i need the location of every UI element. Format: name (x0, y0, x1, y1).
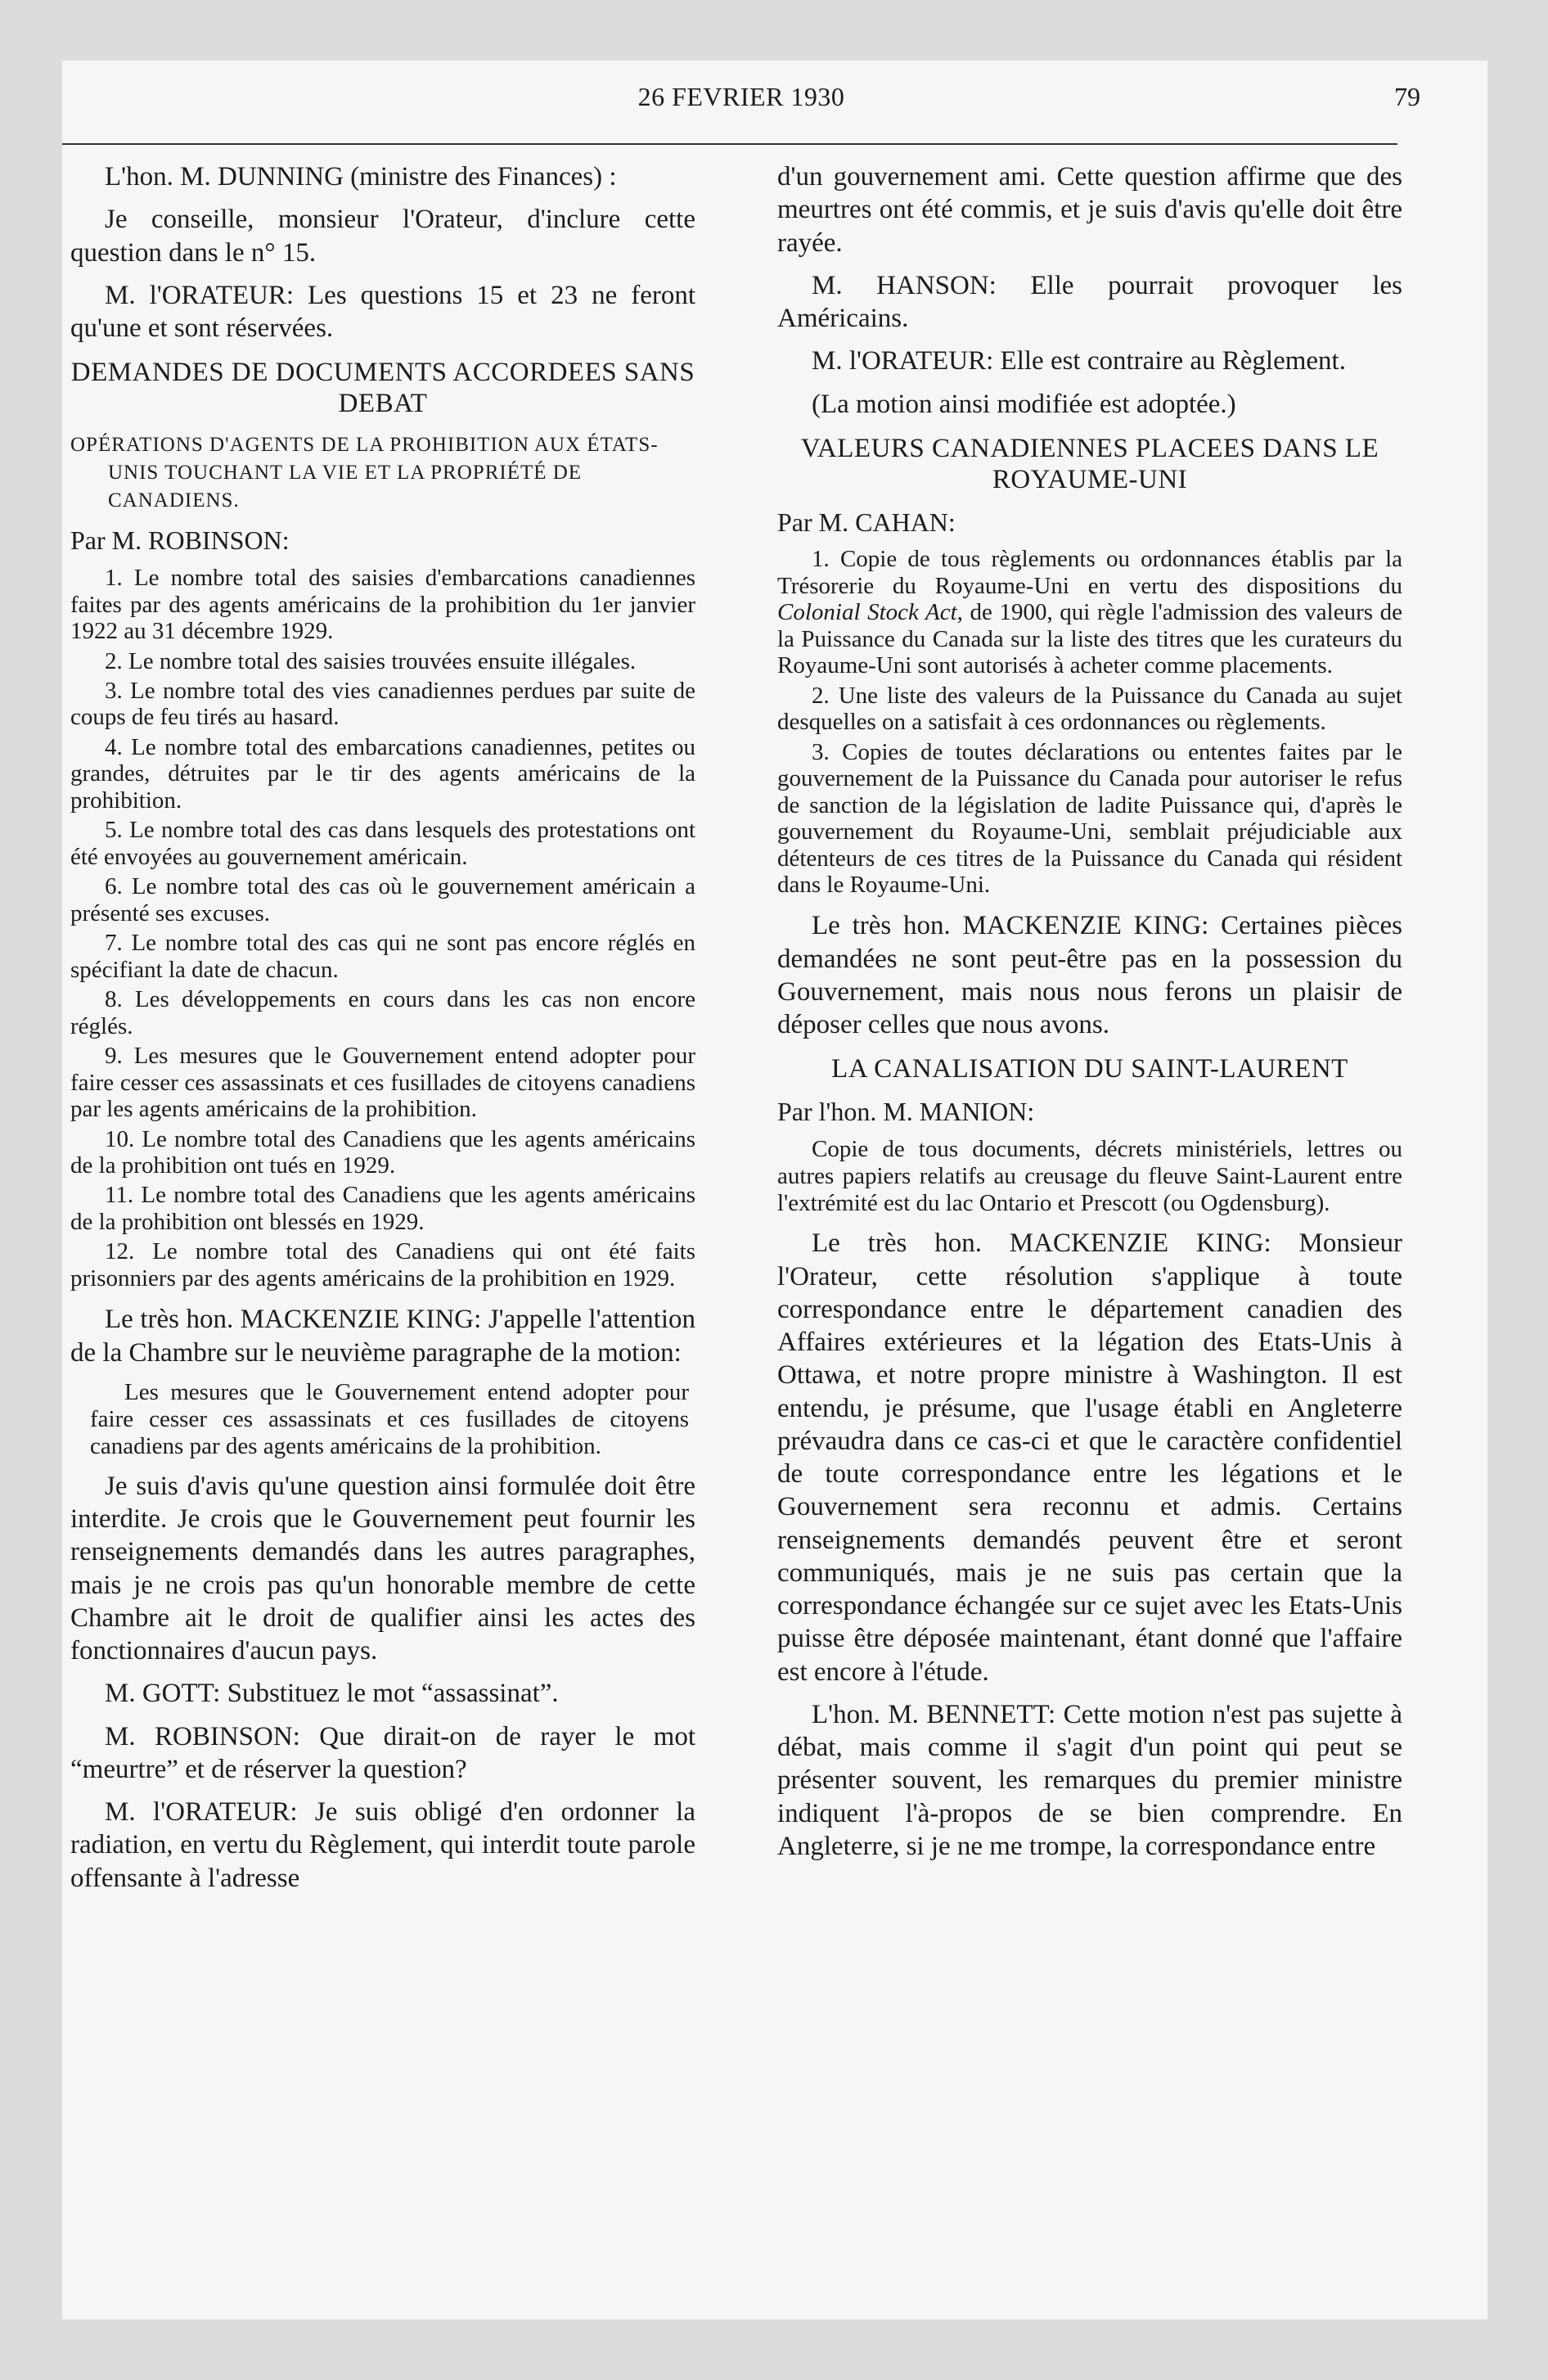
list-item: 6. Le nombre total des cas où le gouvernement américain a présenté ses excuses. (70, 873, 695, 926)
list-item (777, 546, 1402, 678)
header-rule (62, 143, 1397, 145)
list-item: 8. Les développements en cours dans les cas non encore réglés. (70, 986, 695, 1039)
speech-orateur: M. l'ORATEUR: Les questions 15 et 23 ne feront qu'une et sont réservées. (70, 280, 695, 343)
list-item: 2. Le nombre total des saisies trouvées ensuite illégales. (105, 647, 637, 674)
list-item: 9. Les mesures que le Gouvernement entend adopter pour faire cesser ces assassinats et ces fusillades de citoyens canadiens par les agents américains de la prohibition. (70, 1043, 695, 1123)
list-item: 4. Le nombre total des embarcations canadiennes, petites ou grandes, détruites par le tir des agents américains de la prohibition. (70, 733, 695, 814)
list-item: 2. Une liste des valeurs de la Puissance du Canada au sujet desquelles on a satisfait à ces ordonnances ou règlements. (777, 682, 1402, 736)
speech-robinson: M. ROBINSON: Que dirait-on de rayer le mot “meurtre” et de réserver la question? (70, 1721, 695, 1784)
speech-dunning-text: Je conseille, monsieur l'Orateur, d'inclure cette question dans le n° 15. (70, 205, 695, 268)
speech-continued: d'un gouvernement ami. Cette question affirme que des meurtres ont été commis, et je suis d'avis qu'elle doit être rayée. (777, 162, 1402, 258)
list-item: 7. Le nombre total des cas qui ne sont pas encore réglés en spécifiant la date de chacun. (70, 930, 695, 983)
list-item: 3. Copies de toutes déclarations ou ententes faites par le gouvernement de la Puissance du Canada pour autoriser le refus de sanction de la législation de ladite Puissance qui, d'après le gouvernement du Royaume-Uni, semblait préjudiciable aux détenteurs de ces titres de la Puissance du Canada qui résident dans le Royaume-Uni. (777, 738, 1402, 898)
left-column (70, 160, 695, 1904)
mover-cahan: Par M. CAHAN: (777, 507, 956, 537)
item-text: 1. Copie de tous règlements ou ordonnances établis par la Trésorerie du Royaume-Uni en vertu des dispositions du (777, 546, 1402, 599)
list-item: 1. Le nombre total des saisies d'embarcations canadiennes faites par des agents américains de la prohibition du 1er janvier 1922 au 31 décembre 1929. (70, 565, 695, 645)
speech-mackenzie-king: Le très hon. MACKENZIE KING: J'appelle l'attention de la Chambre sur le neuvième paragraphe de la motion: (70, 1305, 695, 1368)
speech-continuation: Je suis d'avis qu'une question ainsi formulée doit être interdite. Je crois que le Gouvernement peut fournir les renseignements demandés dans les autres paragraphes, mais je ne crois pas qu'un honorable membre de cette Chambre ait le droit de qualifier ainsi les actes des fonctionnaires d'aucun pays. (70, 1471, 695, 1666)
mover-robinson: Par M. ROBINSON: (70, 525, 290, 556)
right-column (777, 160, 1402, 1873)
list-item: 3. Le nombre total des vies canadiennes perdues par suite de coups de feu tirés au hasard. (70, 678, 695, 731)
header-date: 26 FEVRIER 1930 (637, 82, 845, 111)
section-heading-canalisation: LA CANALISATION DU SAINT-LAURENT (831, 1054, 1348, 1084)
motion-adopted: (La motion ainsi modifiée est adoptée.) (812, 389, 1236, 419)
list-item: 10. Le nombre total des Canadiens que les agents américains de la prohibition ont tués en 1929. (70, 1125, 695, 1179)
motion-title-prohibition: OPÉRATIONS D'AGENTS DE LA PROHIBITION AUX ÉTATS-UNIS TOUCHANT LA VIE ET LA PROPRIÉTÉ DE CANADIENS. (70, 434, 659, 512)
list-item: 5. Le nombre total des cas dans lesquels des protestations ont été envoyées au gouvernement américain. (70, 817, 695, 870)
speech-mackenzie-king-2: Le très hon. MACKENZIE KING: Certaines pièces demandées ne sont peut-être pas en la possession du Gouvernement, mais nous nous ferons un plaisir de déposer celles que nous avons. (777, 911, 1402, 1040)
speech-mackenzie-king-3: Le très hon. MACKENZIE KING: Monsieur l'Orateur, cette résolution s'applique à toute correspondance entre le département canadien des Affaires extérieures et la légation des Etats-Unis à Ottawa, et notre propre ministre à Washington. Il est entendu, je présume, que l'usage établi en Angleterre prévaudra dans ce cas-ci et que le caractère confidentiel de toute correspondance entre les légations et le Gouvernement sera reconnu et admis. Certains renseignements demandés peuvent être et seront communiqués, mais je ne suis pas certain que la correspondance échangée sur ce sujet avec les Etats-Unis puisse être déposée maintenant, étant donné que l'affaire est encore à l'étude. (777, 1228, 1402, 1687)
speech-orateur-3: M. l'ORATEUR: Elle est contraire au Règlement. (812, 346, 1346, 376)
section-heading-documents: DEMANDES DE DOCUMENTS ACCORDEES SANS DEBAT (70, 358, 695, 419)
speech-hanson: M. HANSON: Elle pourrait provoquer les Américains. (777, 270, 1402, 333)
speech-gott: M. GOTT: Substituez le mot “assassinat”. (105, 1679, 559, 1709)
section-heading-valeurs: VALEURS CANADIENNES PLACEES DANS LE ROYAUME-UNI (800, 433, 1379, 494)
motion-text-canalisation: Copie de tous documents, décrets ministériels, lettres ou autres papiers relatifs au creusage du fleuve Saint-Laurent entre l'extrémité est du lac Ontario et Prescott (ou Ogdensburg). (777, 1136, 1402, 1217)
act-title: Colonial Stock Act, (777, 599, 963, 626)
speech-dunning: L'hon. M. DUNNING (ministre des Finances) : (105, 162, 617, 192)
list-item: 11. Le nombre total des Canadiens que les agents américains de la prohibition ont blessés en 1929. (70, 1182, 695, 1235)
speech-orateur-2: M. l'ORATEUR: Je suis obligé d'en ordonner la radiation, en vertu du Règlement, qui interdit toute parole offensante à l'adresse (70, 1797, 695, 1893)
speech-bennett: L'hon. M. BENNETT: Cette motion n'est pas sujette à débat, mais comme il s'agit d'un point qui peut se présenter souvent, les remarques du premier ministre indiquent l'à-propos de se bien comprendre. En Angleterre, si je ne me trompe, la correspondance entre (777, 1699, 1402, 1861)
list-item: 12. Le nombre total des Canadiens qui ont été faits prisonniers par des agents américains de la prohibition en 1929. (70, 1238, 695, 1291)
running-head (62, 82, 1420, 131)
item-text: de 1900, qui règle l'admission des valeurs de la Puissance du Canada sur la liste des titres que les curateurs du Royaume-Uni sont autorisés à acheter comme placements. (777, 599, 1402, 679)
quoted-motion: Les mesures que le Gouvernement entend adopter pour faire cesser ces assassinats et ces fusillades de citoyens canadiens par des agents américains de la prohibition. (90, 1378, 689, 1459)
mover-manion: Par l'hon. M. MANION: (777, 1097, 1035, 1127)
page-number: 79 (1394, 82, 1420, 111)
